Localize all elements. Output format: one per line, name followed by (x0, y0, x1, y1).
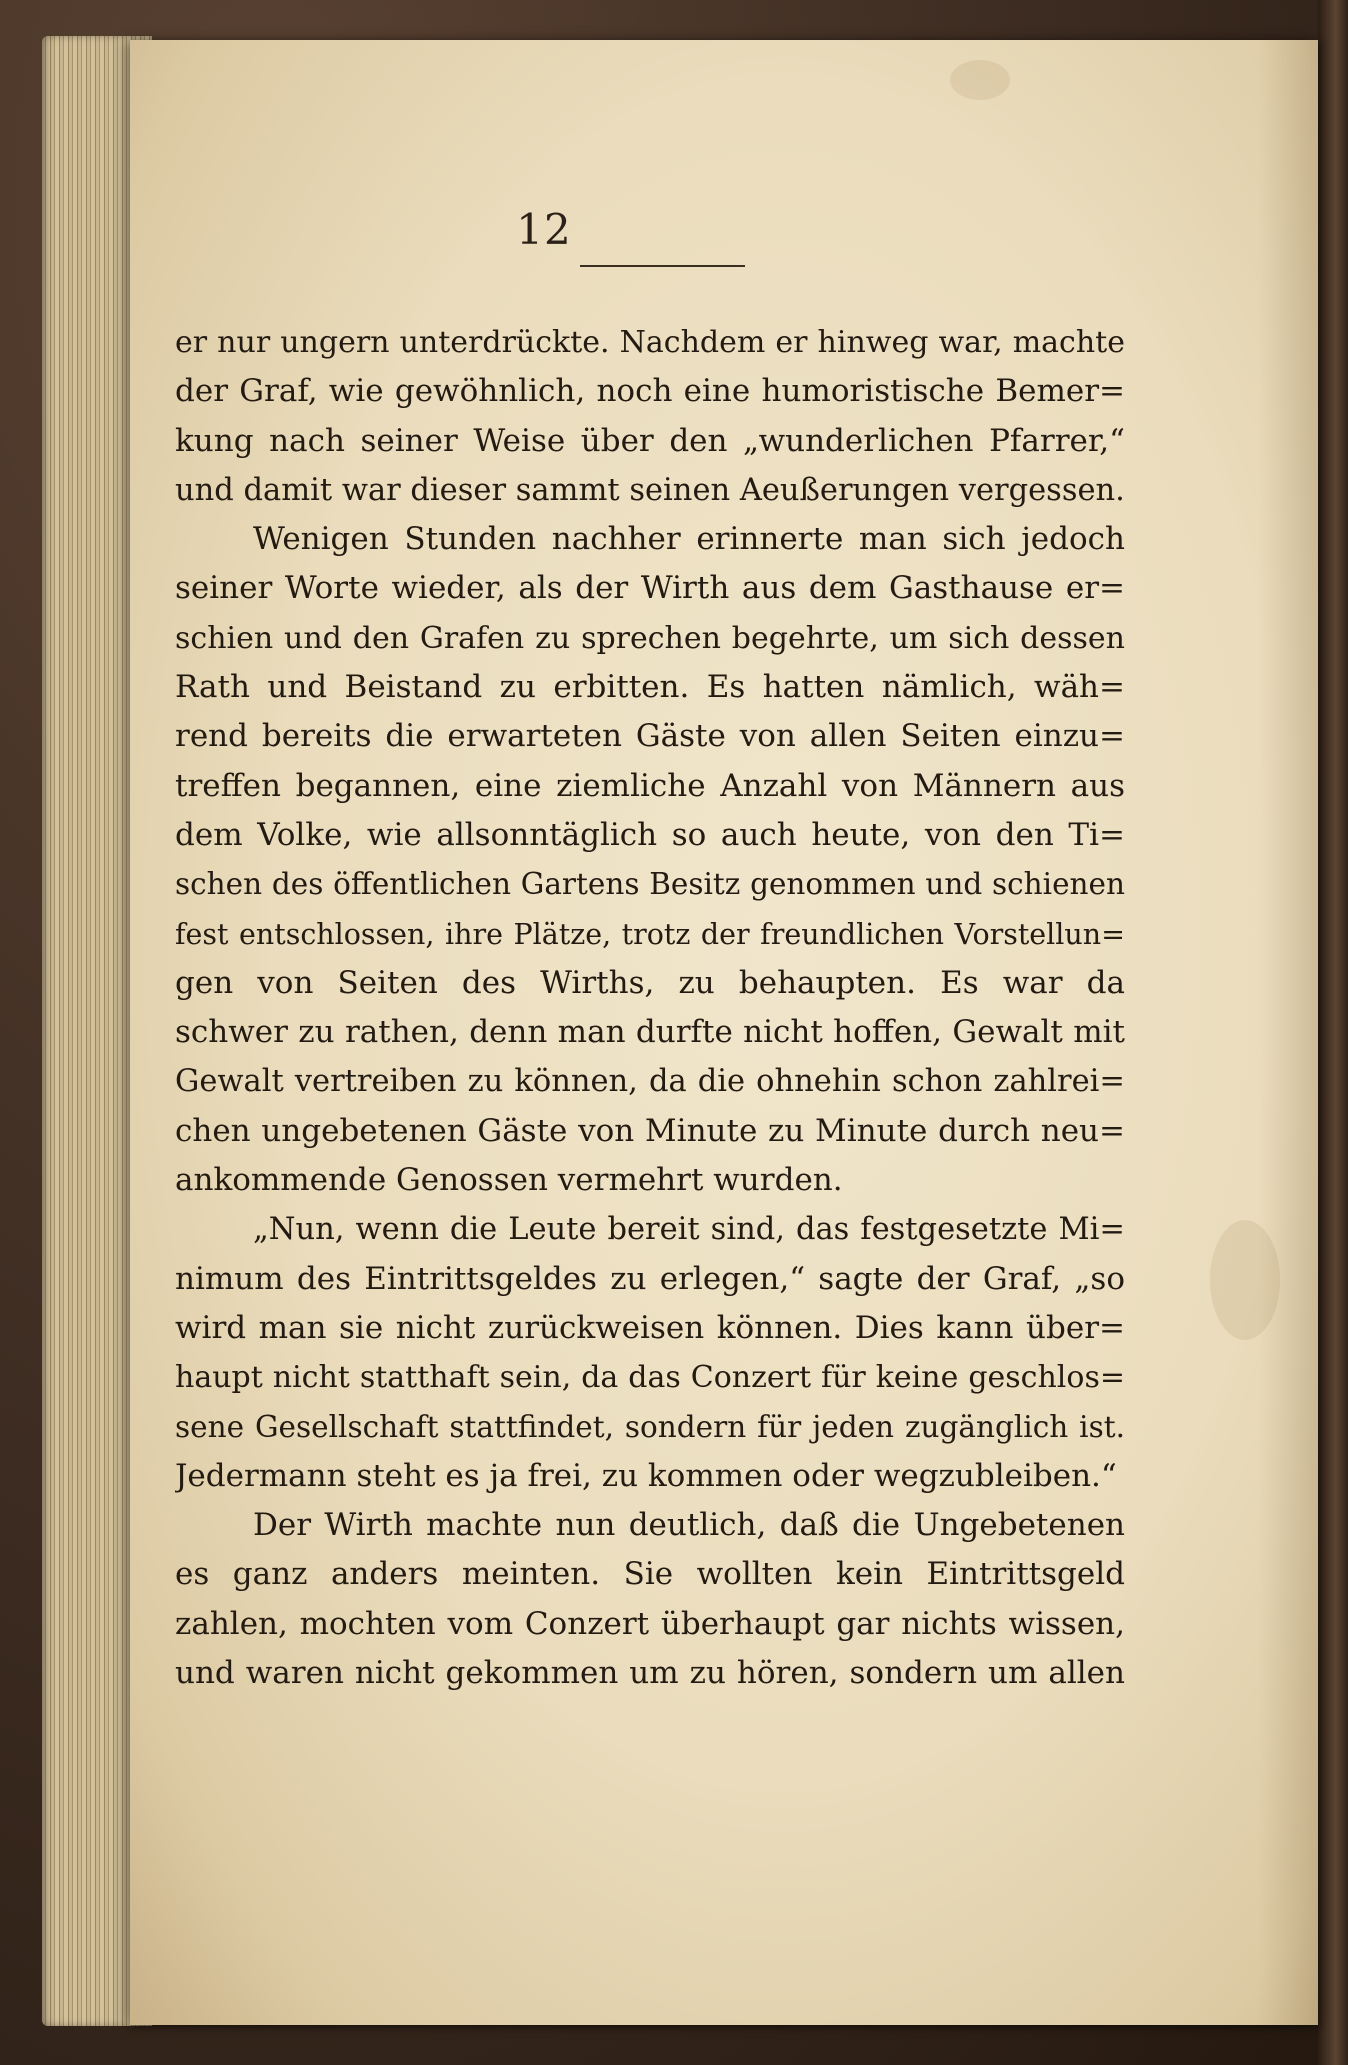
header-rule (580, 265, 745, 267)
paper-stain (1210, 1220, 1280, 1340)
page-number: 12 (516, 205, 572, 254)
text-line: fest entschlossen, ihre Plätze, trotz der freundlichen Vorstellun= (175, 917, 1125, 951)
text-line: kung nach seiner Weise über den „wunderlichen Pfarrer,“ (175, 422, 1125, 459)
text-line: haupt nicht statthaft sein, da das Conzert für keine geschlos= (175, 1360, 1125, 1396)
text-line: rend bereits die erwarteten Gäste von allen Seiten einzu= (175, 718, 1125, 755)
text-line: zahlen, mochten vom Conzert überhaupt gar nichts wissen, (175, 1605, 1125, 1642)
paper-stain (950, 60, 1010, 100)
book-cover-edge (1318, 0, 1348, 2065)
text-line: und damit war dieser sammt seinen Aeußerungen vergessen. (175, 472, 1125, 508)
text-line: gen von Seiten des Wirths, zu behaupten. Es war da (175, 964, 1125, 1001)
text-line: „Nun, wenn die Leute bereit sind, das festgesetzte Mi= (253, 1212, 1125, 1248)
text-line: sene Gesellschaft stattfindet, sondern für jeden zugänglich ist. (175, 1409, 1125, 1444)
text-line: Rath und Beistand zu erbitten. Es hatten nämlich, wäh= (175, 669, 1125, 706)
text-line: Jedermann steht es ja frei, zu kommen oder wegzubleiben.“ (175, 1457, 1117, 1494)
text-line: dem Volke, wie allsonntäglich so auch heute, von den Ti= (175, 816, 1125, 853)
text-line: treffen begannen, eine ziemliche Anzahl von Männern aus (175, 767, 1125, 804)
text-line: ankommende Genossen vermehrt wurden. (175, 1162, 843, 1199)
text-line: chen ungebetenen Gäste von Minute zu Minute durch neu= (175, 1112, 1125, 1149)
text-line: der Graf, wie gewöhnlich, noch eine humoristische Bemer= (175, 373, 1125, 410)
text-line: wird man sie nicht zurückweisen können. Dies kann über= (175, 1309, 1125, 1346)
text-line: schwer zu rathen, denn man durfte nicht hoffen, Gewalt mit (175, 1014, 1125, 1051)
text-line: nimum des Eintrittsgeldes zu erlegen,“ sagte der Graf, „so (175, 1260, 1125, 1297)
text-line: er nur ungern unterdrückte. Nachdem er hinweg war, machte (175, 325, 1125, 360)
text-line: es ganz anders meinten. Sie wollten kein Eintrittsgeld (175, 1556, 1125, 1593)
text-line: Gewalt vertreiben zu können, da die ohnehin schon zahlrei= (175, 1064, 1125, 1100)
text-line: Der Wirth machte nun deutlich, daß die Ungebetenen (253, 1507, 1125, 1544)
text-line: schen des öffentlichen Gartens Besitz genommen und schienen (175, 867, 1125, 902)
text-line: seiner Worte wieder, als der Wirth aus dem Gasthause er= (175, 570, 1125, 607)
text-line: und waren nicht gekommen um zu hören, sondern um allen (175, 1655, 1125, 1692)
body-text (175, 318, 1125, 1698)
text-line: schien und den Grafen zu sprechen begehrte, um sich dessen (175, 620, 1125, 656)
text-line: Wenigen Stunden nachher erinnerte man sich jedoch (253, 521, 1125, 558)
